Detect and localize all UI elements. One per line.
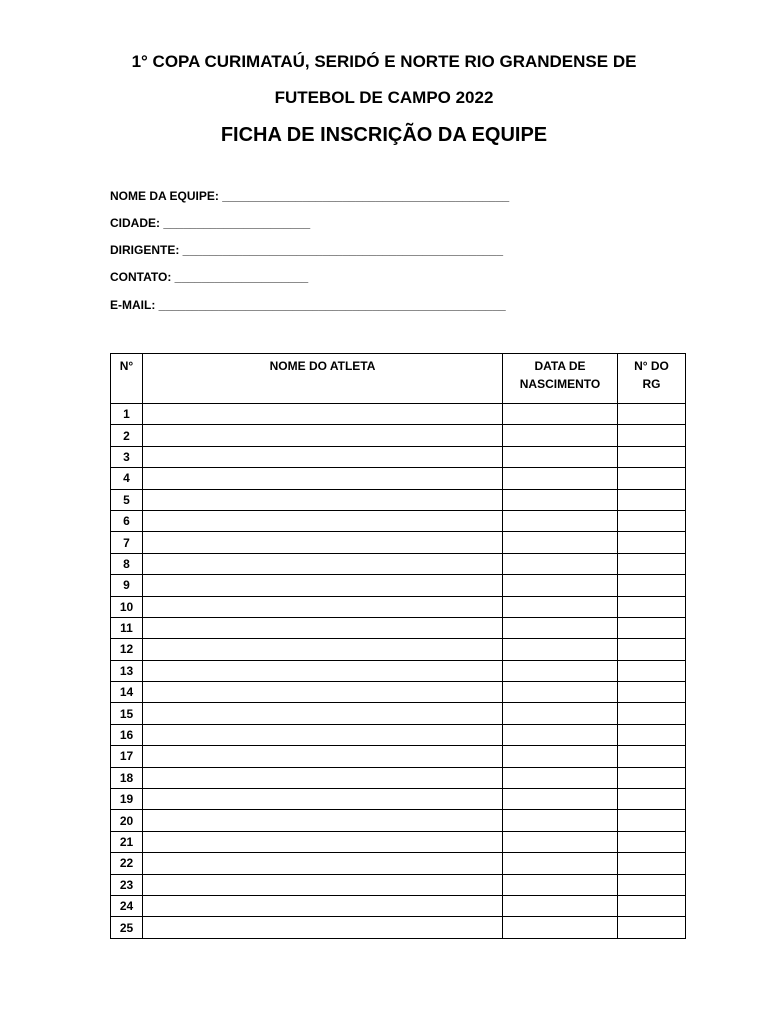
athlete-name-cell[interactable] [143,468,503,489]
table-row [111,682,686,703]
athlete-name-cell[interactable] [143,489,503,510]
row-number: 5 [111,489,143,510]
header-athlete-name: NOME DO ATLETA [143,354,503,404]
header-rg-line1: N° DO [634,359,669,373]
row-number: 23 [111,874,143,895]
table-row [111,746,686,767]
table-row [111,767,686,788]
header-number: N° [111,354,143,404]
birth-date-cell[interactable] [503,404,618,425]
row-number: 24 [111,895,143,916]
birth-date-cell[interactable] [503,767,618,788]
rg-number-cell[interactable] [618,532,686,553]
birth-date-cell[interactable] [503,831,618,852]
birth-date-cell[interactable] [503,489,618,510]
table-row [111,532,686,553]
table-row [111,789,686,810]
table-row [111,895,686,916]
rg-number-cell[interactable] [618,468,686,489]
header-line-1: 1° COPA CURIMATAÚ, SERIDÓ E NORTE RIO GRANDENSE DE [131,52,637,71]
manager-field[interactable]: DIRIGENTE: ________________________________________________ [110,243,504,257]
athlete-name-cell[interactable] [143,404,503,425]
table-row [111,425,686,446]
rg-number-cell[interactable] [618,489,686,510]
contact-field[interactable]: CONTATO: ____________________ [110,270,309,284]
table-row [111,489,686,510]
email-field[interactable]: E-MAIL: ____________________________________________________ [110,298,506,312]
table-row [111,639,686,660]
athlete-name-cell[interactable] [143,810,503,831]
birth-date-cell[interactable] [503,553,618,574]
birth-date-cell[interactable] [503,853,618,874]
athlete-name-cell[interactable] [143,874,503,895]
athlete-name-cell[interactable] [143,575,503,596]
rg-number-cell[interactable] [618,510,686,531]
header-rg-line2: RG [642,377,661,391]
form-title: FICHA DE INSCRIÇÃO DA EQUIPE [220,124,548,146]
row-number: 7 [111,532,143,553]
birth-date-cell[interactable] [503,575,618,596]
row-number: 8 [111,553,143,574]
athlete-name-cell[interactable] [143,831,503,852]
header-line-2: FUTEBOL DE CAMPO 2022 [274,88,494,107]
rg-number-cell[interactable] [618,789,686,810]
row-number: 1 [111,404,143,425]
birth-date-cell[interactable] [503,703,618,724]
birth-date-cell[interactable] [503,617,618,638]
birth-date-cell[interactable] [503,596,618,617]
athlete-name-cell[interactable] [143,553,503,574]
athlete-name-cell[interactable] [143,917,503,938]
birth-date-cell[interactable] [503,660,618,681]
athlete-name-cell[interactable] [143,639,503,660]
table-header-row [111,354,686,404]
rg-number-cell[interactable] [618,895,686,916]
birth-date-cell[interactable] [503,532,618,553]
table-row [111,660,686,681]
rg-number-cell[interactable] [618,617,686,638]
athlete-name-cell[interactable] [143,617,503,638]
rg-number-cell[interactable] [618,596,686,617]
athlete-name-cell[interactable] [143,724,503,745]
row-number: 3 [111,446,143,467]
row-number: 2 [111,425,143,446]
table-row [111,917,686,938]
table-row [111,703,686,724]
header-rg-number [618,354,686,404]
athlete-name-cell[interactable] [143,789,503,810]
athlete-name-cell[interactable] [143,703,503,724]
rg-number-cell[interactable] [618,831,686,852]
header-birth-date-line1: DATA DE [534,359,586,373]
athlete-name-cell[interactable] [143,895,503,916]
table-row [111,553,686,574]
row-number: 17 [111,746,143,767]
table-row [111,510,686,531]
rg-number-cell[interactable] [618,703,686,724]
row-number: 6 [111,510,143,531]
row-number: 25 [111,917,143,938]
athlete-name-cell[interactable] [143,532,503,553]
athlete-roster-table [110,353,686,939]
table-row [111,831,686,852]
rg-number-cell[interactable] [618,639,686,660]
athlete-name-cell[interactable] [143,510,503,531]
athlete-name-cell[interactable] [143,767,503,788]
birth-date-cell[interactable] [503,789,618,810]
row-number: 22 [111,853,143,874]
roster-body [111,404,686,939]
table-row [111,575,686,596]
athlete-name-cell[interactable] [143,596,503,617]
table-row [111,874,686,895]
rg-number-cell[interactable] [618,553,686,574]
row-number: 13 [111,660,143,681]
header-birth-date [503,354,618,404]
rg-number-cell[interactable] [618,746,686,767]
rg-number-cell[interactable] [618,853,686,874]
row-number: 11 [111,617,143,638]
rg-number-cell[interactable] [618,917,686,938]
birth-date-cell[interactable] [503,446,618,467]
birth-date-cell[interactable] [503,724,618,745]
rg-number-cell[interactable] [618,682,686,703]
rg-number-cell[interactable] [618,404,686,425]
rg-number-cell[interactable] [618,425,686,446]
row-number: 19 [111,789,143,810]
table-row [111,810,686,831]
rg-number-cell[interactable] [618,724,686,745]
birth-date-cell[interactable] [503,810,618,831]
row-number: 4 [111,468,143,489]
birth-date-cell[interactable] [503,468,618,489]
birth-date-cell[interactable] [503,874,618,895]
table-row [111,446,686,467]
birth-date-cell[interactable] [503,682,618,703]
rg-number-cell[interactable] [618,660,686,681]
birth-date-cell[interactable] [503,746,618,767]
birth-date-cell[interactable] [503,425,618,446]
birth-date-cell[interactable] [503,639,618,660]
athlete-name-cell[interactable] [143,425,503,446]
city-field[interactable]: CIDADE: ______________________ [110,216,311,230]
athlete-name-cell[interactable] [143,660,503,681]
row-number: 14 [111,682,143,703]
header-birth-date-line2: NASCIMENTO [519,377,601,391]
row-number: 9 [111,575,143,596]
birth-date-cell[interactable] [503,510,618,531]
rg-number-cell[interactable] [618,446,686,467]
rg-number-cell[interactable] [618,575,686,596]
table-row [111,724,686,745]
table-row [111,404,686,425]
rg-number-cell[interactable] [618,810,686,831]
athlete-name-cell[interactable] [143,446,503,467]
athlete-name-cell[interactable] [143,746,503,767]
table-row [111,853,686,874]
row-number: 20 [111,810,143,831]
athlete-name-cell[interactable] [143,682,503,703]
birth-date-cell[interactable] [503,917,618,938]
rg-number-cell[interactable] [618,767,686,788]
table-row [111,617,686,638]
team-name-field[interactable]: NOME DA EQUIPE: ___________________________________________ [110,189,510,203]
table-row [111,468,686,489]
athlete-name-cell[interactable] [143,853,503,874]
row-number: 10 [111,596,143,617]
birth-date-cell[interactable] [503,895,618,916]
rg-number-cell[interactable] [618,874,686,895]
row-number: 15 [111,703,143,724]
row-number: 18 [111,767,143,788]
row-number: 21 [111,831,143,852]
table-row [111,596,686,617]
row-number: 16 [111,724,143,745]
row-number: 12 [111,639,143,660]
